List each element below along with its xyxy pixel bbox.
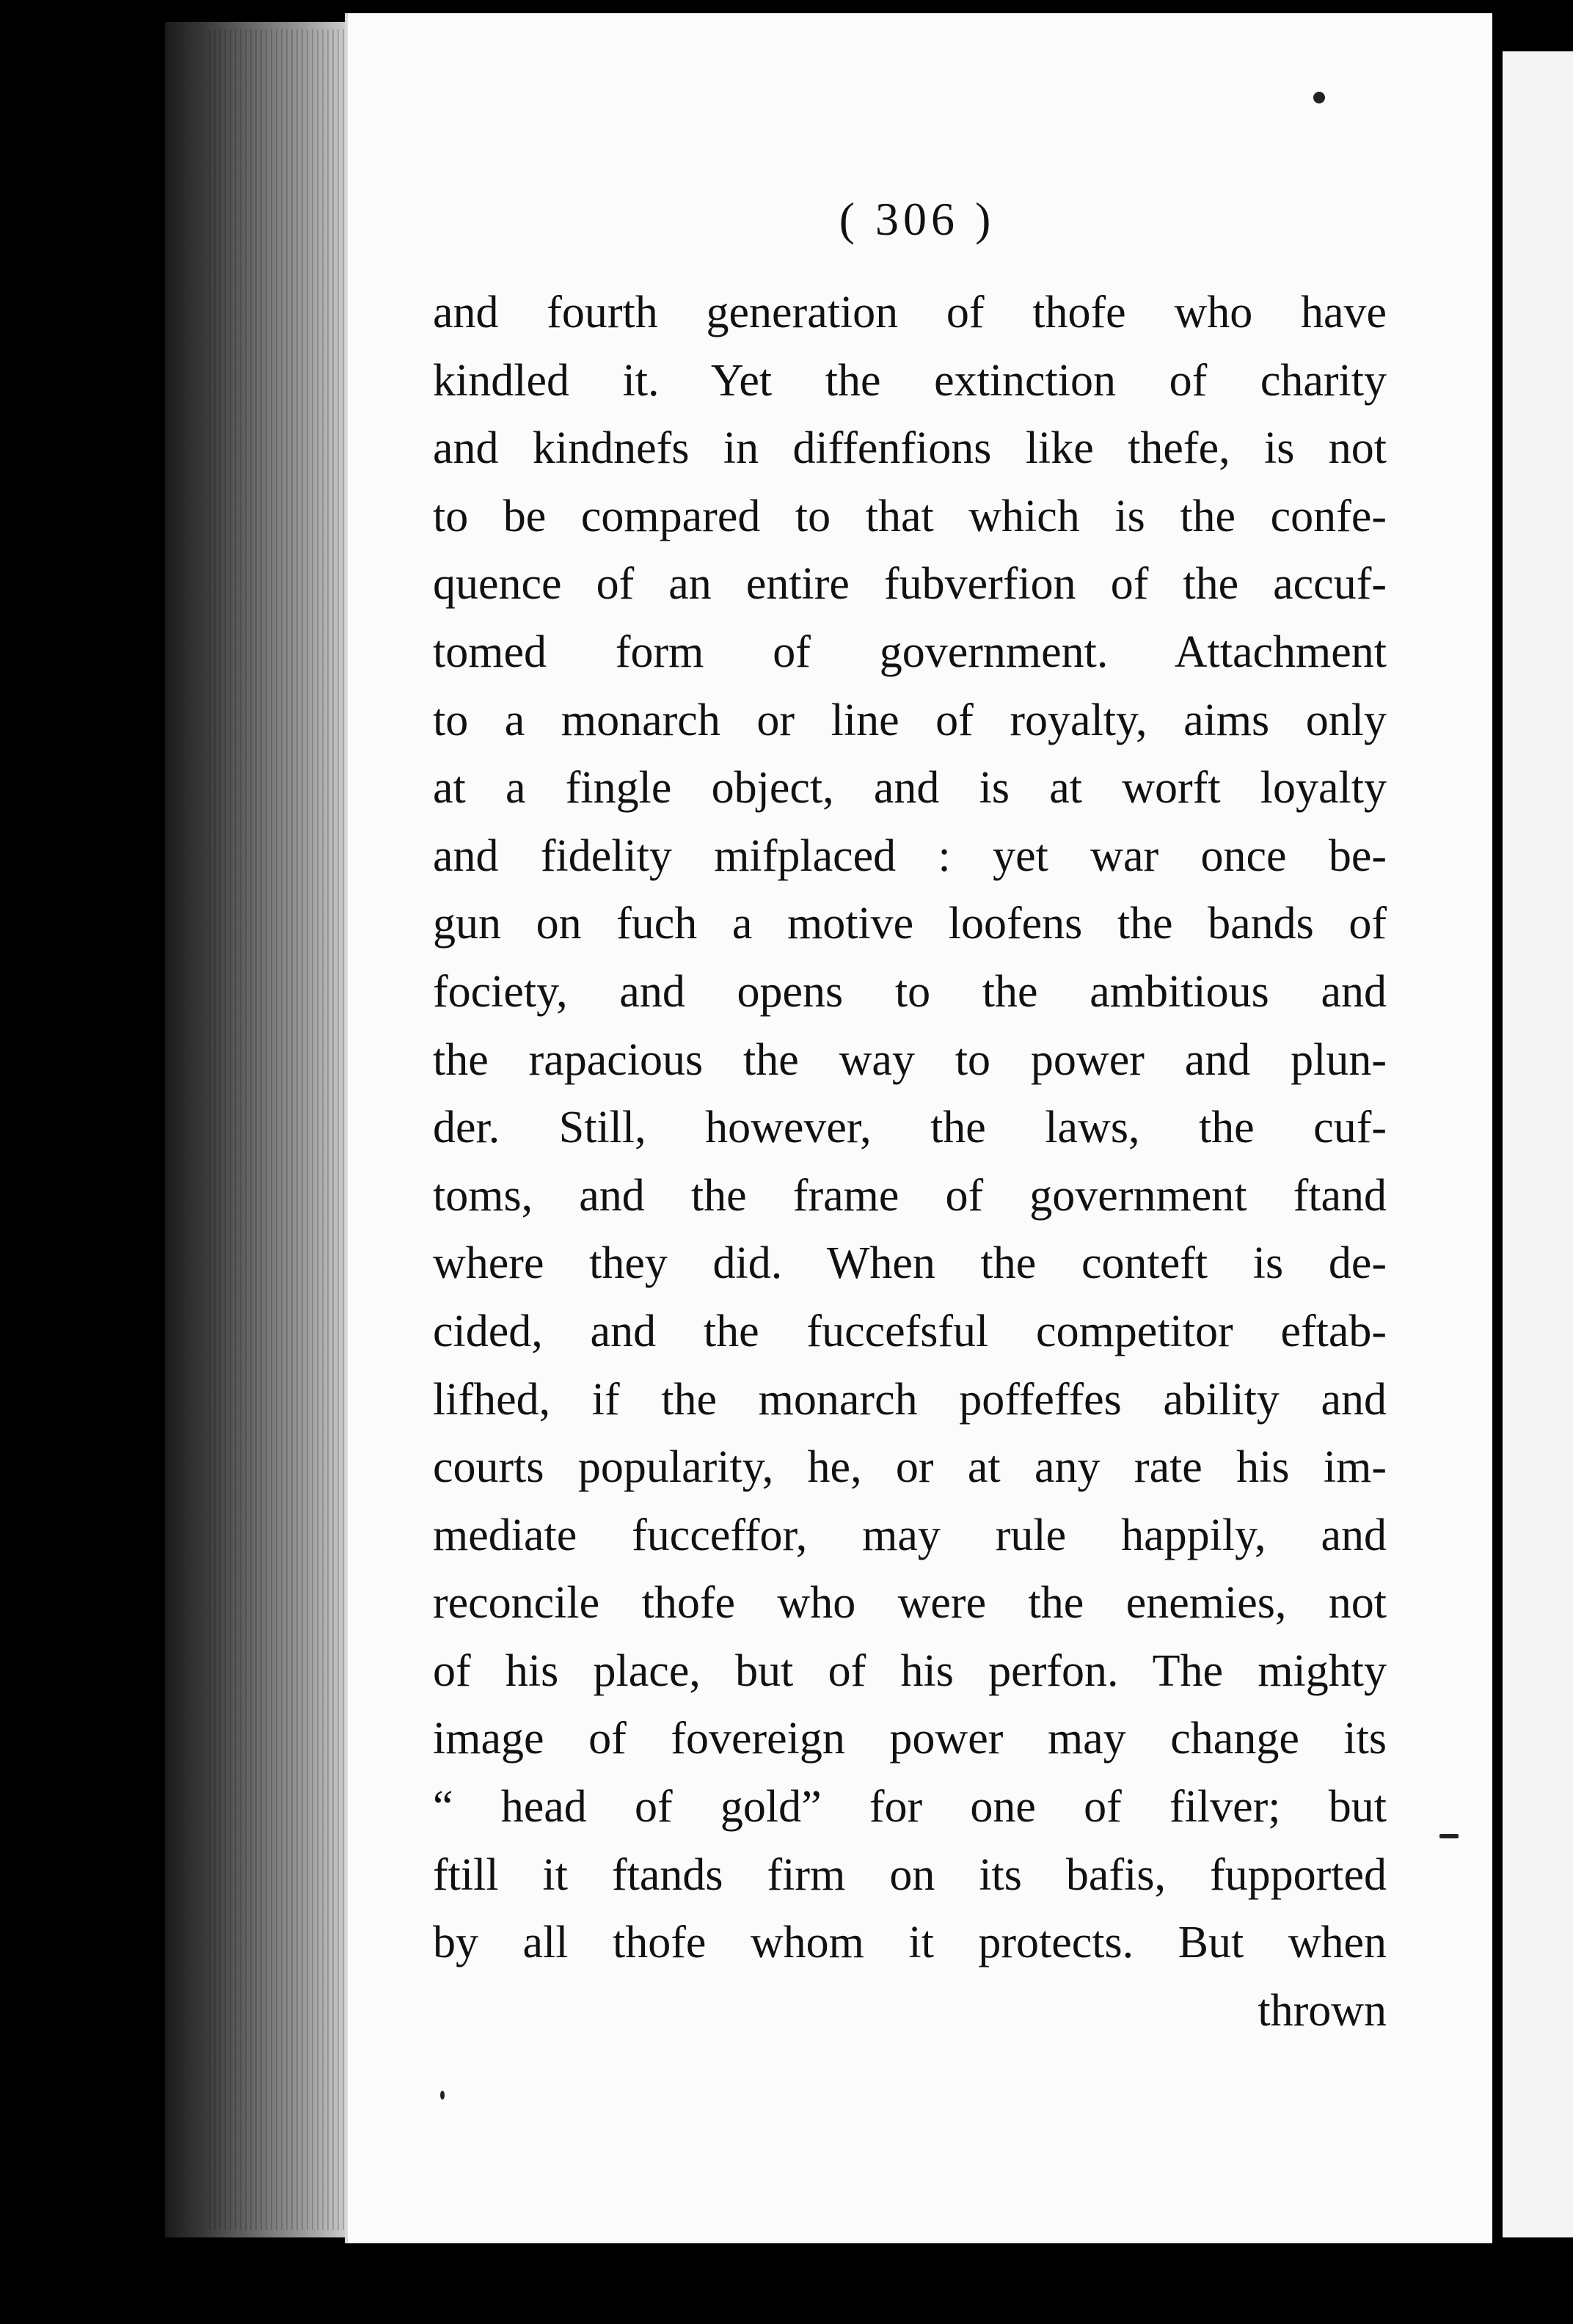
ink-speck	[440, 2091, 445, 2100]
page-number: ( 306 )	[839, 193, 996, 245]
facing-page-edge	[1503, 51, 1573, 2237]
page-edge-lines	[209, 29, 356, 2230]
text-line: kindled it. Yet the extinction of charity	[433, 355, 1387, 406]
text-line: quence of an entire fubverfion of the accuf-	[433, 559, 1387, 610]
text-line: mediate fucceffor, may rule happily, and	[433, 1510, 1387, 1560]
text-line: image of fovereign power may change its	[433, 1714, 1387, 1764]
text-line: to a monarch or line of royalty, aims only	[433, 695, 1387, 745]
text-line: lifhed, if the monarch poffeffes ability and	[433, 1374, 1387, 1425]
text-line: tomed form of government. Attachment	[433, 626, 1387, 677]
text-line: at a fingle object, and is at worft loyalty	[433, 763, 1387, 814]
text-line: reconcile thofe who were the enemies, not	[433, 1578, 1387, 1629]
text-line: gun on fuch a motive loofens the bands of	[433, 899, 1387, 949]
text-line: ftill it ftands firm on its bafis, fupported	[433, 1849, 1387, 1900]
text-line: and kindnefs in diffenfions like thefe, is not	[433, 423, 1387, 474]
text-line: by all thofe whom it protects. But when	[433, 1918, 1387, 1968]
body-text	[433, 279, 1387, 2045]
text-line: courts popularity, he, or at any rate his im-	[433, 1442, 1387, 1493]
ink-speck	[1439, 1834, 1459, 1838]
text-line: toms, and the frame of government ftand	[433, 1170, 1387, 1221]
text-line: where they did. When the conteft is de-	[433, 1238, 1387, 1289]
text-line: and fourth generation of thofe who have	[433, 288, 1387, 337]
text-line: “ head of gold” for one of filver; but	[433, 1782, 1387, 1832]
text-line: fociety, and opens to the ambitious and	[433, 966, 1387, 1017]
ink-speck	[1313, 92, 1325, 103]
text-line: to be compared to that which is the confe-	[433, 491, 1387, 541]
catchword: thrown	[1258, 1985, 1387, 2036]
text-line: der. Still, however, the laws, the cuf-	[433, 1103, 1387, 1153]
text-line: cided, and the fuccefsful competitor eftab-	[433, 1306, 1387, 1356]
text-line: of his place, but of his perfon. The mighty	[433, 1645, 1387, 1696]
text-line: and fidelity mifplaced : yet war once be-	[433, 830, 1387, 881]
text-line: the rapacious the way to power and plun-	[433, 1034, 1387, 1085]
